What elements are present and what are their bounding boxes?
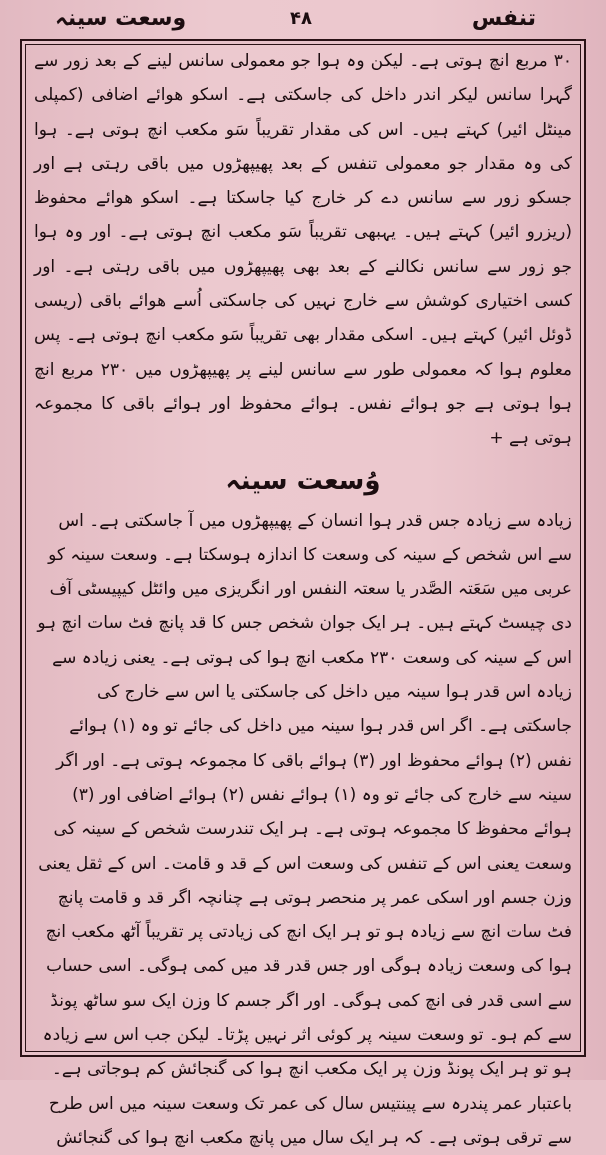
paragraph-respiration-volumes: ۳۰ مربع انچ ہوتی ہے۔ لیکن وہ ہوا جو معمولی سانس لینے کے بعد زور سے گہرا سانس لیکر اندر داخل کی جاسکتی ہے۔ اسکو ھوائے اضافی (کمپلی مینٹل ائیر) کہتے ہیں۔ اس کی مقدار تقریباً سَو مکعب انچ ہوتی ہے۔ ہوا کی وہ مقدار جو معمولی تنفس کے بعد پھیپھڑوں میں باقی رہتی ہے اور جسکو زور سے سانس دے کر خارج کیا جاسکتا ہے۔ اسکو ھوائے محفوظ (ریزرو ائیر) کہتے ہیں۔ یہبھی تقریباً سَو مکعب انچ ہوتی ہے۔ اور وہ ہوا جو زور سے سانس نکالنے کے بعد بھی پھیپھڑوں میں باقی رہتی ہے۔ اور کسی اختیاری کوشش سے خارج نہیں کی جاسکتی اُسے ھوائے باقی (ریسی ڈوئل ائیر) کہتے ہیں۔ اسکی مقدار بھی تقریباً سَو مکعب انچ ہوتی ہے۔ پس معلوم ہوا کہ معمولی طور سے سانس لینے پر پھیپھڑوں میں ۲۳۰ مربع انچ ہوا ہوتی ہے جو ہوائے نفس۔ ہوائے محفوظ اور ہوائے باقی کا مجموعہ ہوتی ہے + (34, 51, 572, 449)
page-number: ۴۸ (290, 8, 312, 29)
header-chapter-title: تنفس (471, 6, 536, 31)
page-text (34, 44, 572, 1155)
section-heading: وُسعت سینہ (225, 465, 381, 496)
page-header (0, 0, 606, 40)
paragraph-chest-capacity: زیادہ سے زیادہ جس قدر ہوا انسان کے پھیپھڑوں میں آ جاسکتی ہے۔ اس سے اس شخص کے سینہ کی وسعت کا اندازہ ہوسکتا ہے۔ وسعت سینہ کو عربی میں سَعَتہ الصَّدر یا سعتہ النفس اور انگریزی میں وائٹل کیپیسٹی آف دی چیسٹ کہتے ہیں۔ ہر ایک جوان شخص جس کا قد پانچ فٹ سات انچ ہو اس کے سینہ کی وسعت ۲۳۰ مکعب انچ ہوا کی ہوتی ہے۔ یعنی زیادہ سے زیادہ اس قدر ہوا سینہ میں داخل کی جاسکتی یا اس سے خارج کی جاسکتی ہے۔ اگر اس قدر ہوا سینہ میں داخل کی جائے تو وہ (۱) ہوائے نفس (۲) ہوائے محفوظ اور (۳) ہوائے باقی کا مجموعہ ہوتی ہے۔ اور اگر سینہ سے خارج کی جائے تو وہ (۱) ہوائے نفس (۲) ہوائے اضافی اور (۳) ہوائے محفوظ کا مجموعہ ہوتی ہے۔ ہر ایک تندرست شخص کے سینہ کی وسعت یعنی اس کے تنفس کی وسعت اس کے قد و قامت۔ اس کے ثقل یعنی وزن جسم اور اسکی عمر پر منحصر ہوتی ہے چنانچہ اگر قد و قامت پانچ فٹ سات انچ سے زیادہ ہو تو ہر ایک انچ کی زیادتی پر تقریباً آٹھ مکعب انچ ہوا کی وسعت زیادہ ہوگی اور جس قدر قد میں کمی ہوگی۔ اسی حساب سے اسی قدر فی انچ کمی ہوگی۔ اور اگر جسم کا وزن ایک سو ساٹھ پونڈ سے کم ہو۔ تو وسعت سینہ پر کوئی اثر نہیں پڑتا۔ لیکن جب اس سے زیادہ ہو تو ہر ایک پونڈ وزن پر ایک مکعب انچ ہوا کی گنجائش کم ہوجاتی ہے۔ باعتبار عمر پندرہ سے پینتیس سال کی عمر تک وسعت سینہ میں اس طرح سے ترقی ہوتی ہے۔ کہ ہر ایک سال میں پانچ مکعب انچ ہوا کی گنجائش (37, 510, 572, 1148)
header-section-title: وسعت سینہ (55, 6, 187, 31)
